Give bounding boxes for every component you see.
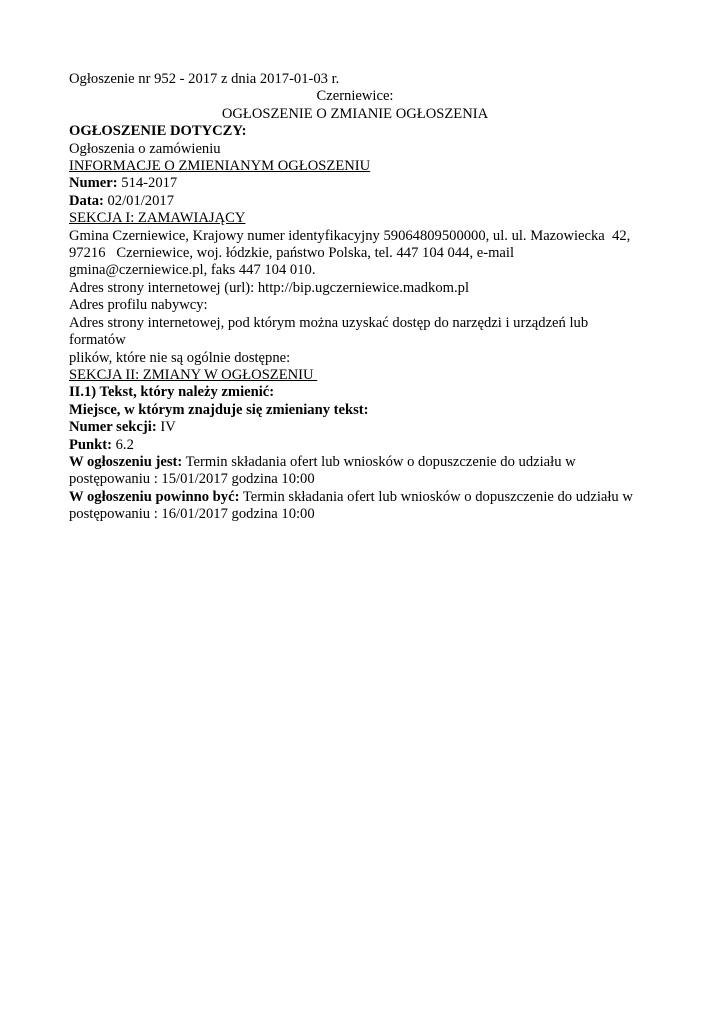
- contractor-line-2: 97216 Czerniewice, woj. łódzkie, państwo Polska, tel. 447 104 044, e-mail: [69, 245, 515, 262]
- changed-info-heading: INFORMACJE O ZMIENIANYM OGŁOSZENIU: [69, 158, 371, 175]
- section-number-row: [69, 419, 641, 436]
- tools-line-1: Adres strony internetowej, pod którym można uzyskać dostęp do narzędzi i urządzeń lub formatów: [69, 314, 592, 349]
- point-value: 6.2: [111, 436, 134, 453]
- section-number-label: Numer sekcji:: [69, 419, 157, 436]
- text-to-change-heading: II.1) Tekst, który należy zmienić:: [69, 384, 275, 401]
- number-row: [69, 175, 641, 192]
- section1-heading: SEKCJA I: ZAMAWIAJĄCY: [69, 210, 246, 227]
- point-label: Punkt:: [69, 436, 112, 453]
- buyer-profile-line: Adres profilu nabywcy:: [69, 297, 208, 314]
- new-text-line-2: postępowaniu : 16/01/2017 godzina 10:00: [69, 506, 315, 523]
- number-label: Numer:: [69, 175, 118, 192]
- city-line: Czerniewice:: [316, 88, 394, 105]
- new-text-value: Termin składania ofert lub wniosków o dopuszczenie do udziału w: [239, 488, 633, 505]
- section2-heading: SEKCJA II: ZMIANY W OGŁOSZENIU: [69, 366, 318, 383]
- number-value: 514-2017: [117, 175, 178, 192]
- website-line: Adres strony internetowej (url): http://bip.ugczerniewice.madkom.pl: [69, 279, 470, 296]
- date-value: 02/01/2017: [103, 192, 174, 209]
- concerns-value: Ogłoszenia o zamówieniu: [69, 140, 221, 157]
- document-title: OGŁOSZENIE O ZMIANIE OGŁOSZENIA: [221, 105, 489, 122]
- contractor-line-3: gmina@czerniewice.pl, faks 447 104 010.: [69, 262, 316, 279]
- tools-line-2: plików, które nie są ogólnie dostępne:: [69, 349, 291, 366]
- current-text-label: W ogłoszeniu jest:: [69, 453, 183, 470]
- concerns-label: OGŁOSZENIE DOTYCZY:: [69, 123, 247, 140]
- new-text-label: W ogłoszeniu powinno być:: [69, 488, 240, 505]
- current-text-row: [69, 454, 641, 471]
- section-number-value: IV: [156, 419, 176, 436]
- new-text-row: [69, 489, 641, 506]
- current-text-line-2: postępowaniu : 15/01/2017 godzina 10:00: [69, 471, 315, 488]
- notice-number-line: Ogłoszenie nr 952 - 2017 z dnia 2017-01-03 r.: [69, 71, 340, 87]
- date-row: [69, 193, 641, 210]
- point-row: [69, 437, 641, 454]
- location-heading: Miejsce, w którym znajduje się zmieniany tekst:: [69, 401, 369, 418]
- current-text-value: Termin składania ofert lub wniosków o dopuszczenie do udziału w: [182, 453, 576, 470]
- document-page: [69, 71, 641, 524]
- date-label: Data:: [69, 192, 104, 209]
- contractor-line-1: Gmina Czerniewice, Krajowy numer identyfikacyjny 59064809500000, ul. ul. Mazowiecka 42,: [69, 227, 631, 244]
